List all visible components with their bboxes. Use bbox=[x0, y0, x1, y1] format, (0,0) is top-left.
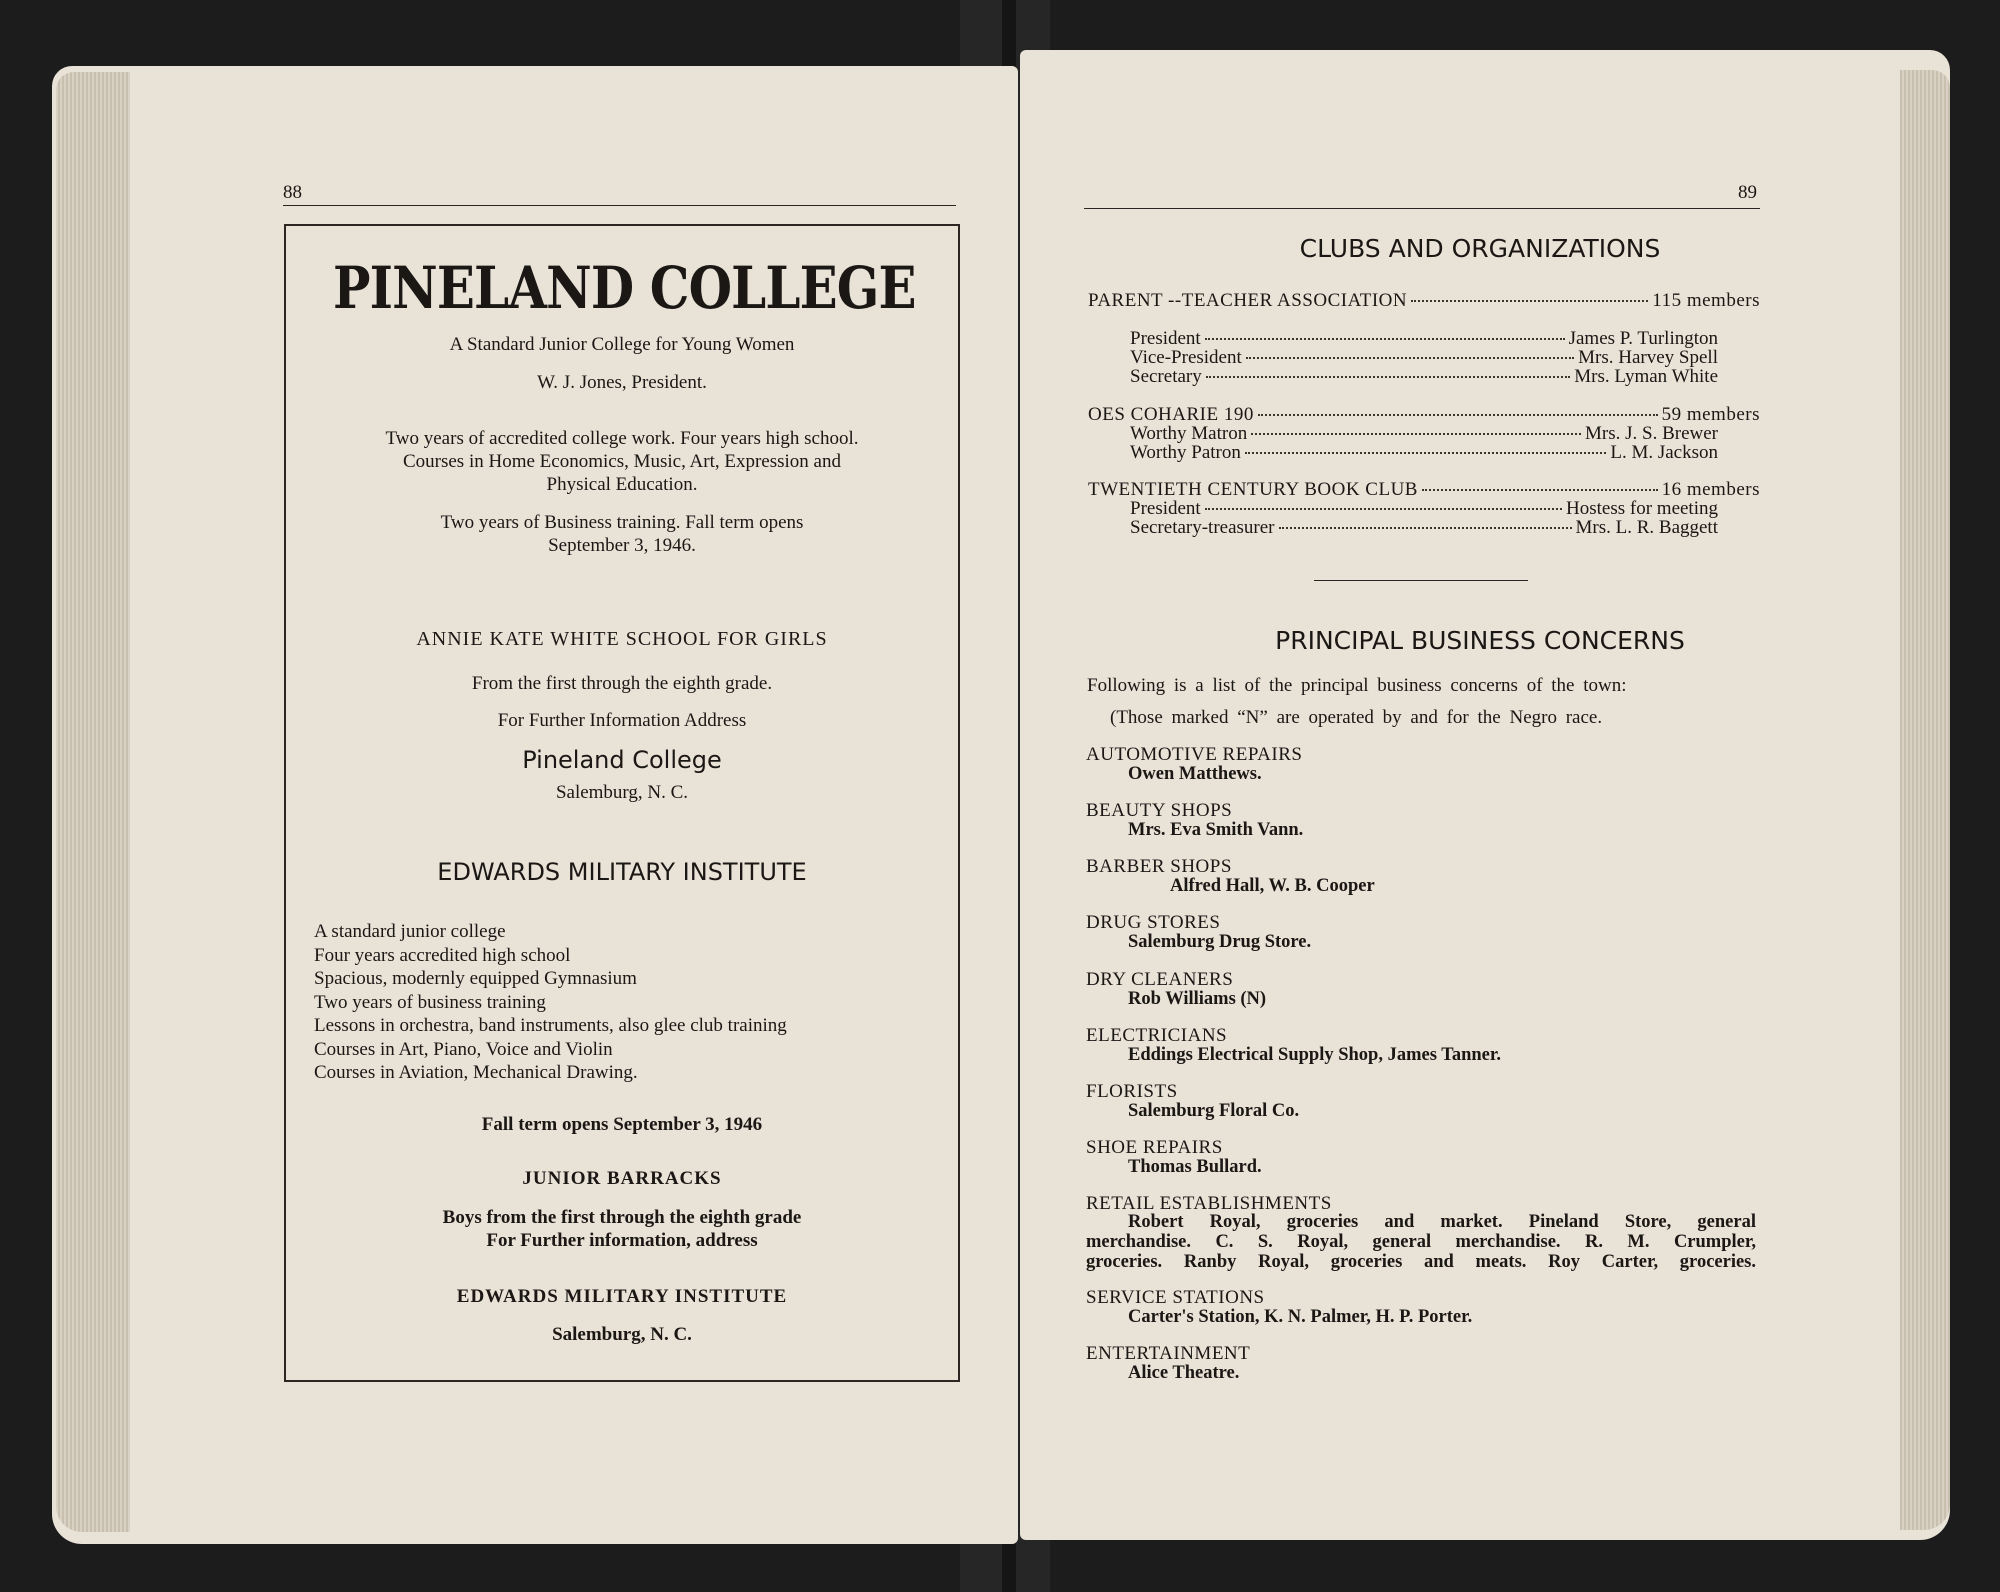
category-name: SHOE REPAIRS bbox=[1086, 1137, 1223, 1158]
oes-officer-row bbox=[1130, 442, 1718, 464]
category-name: RETAIL ESTABLISHMENTS bbox=[1086, 1193, 1332, 1214]
annie-kate-line2: For Further Information Address bbox=[497, 710, 747, 731]
category-entry: Owen Matthews. bbox=[1128, 764, 1262, 784]
category-entry: Salemburg Floral Co. bbox=[1128, 1101, 1300, 1121]
pineland-president: W. J. Jones, President. bbox=[537, 372, 707, 393]
officer-role: President bbox=[1130, 328, 1201, 349]
category-name: DRY CLEANERS bbox=[1086, 969, 1234, 990]
pineland-title: PINELAND COLLEGE bbox=[333, 254, 916, 322]
pineland-para2-line2: September 3, 1946. bbox=[548, 535, 696, 556]
category-name: BARBER SHOPS bbox=[1086, 856, 1232, 877]
edwards-feature-list bbox=[314, 920, 787, 1085]
officer-role: Secretary-treasurer bbox=[1130, 517, 1275, 538]
category-name: AUTOMOTIVE REPAIRS bbox=[1086, 744, 1303, 765]
left-page-edges bbox=[56, 72, 130, 1532]
officer-name: James P. Turlington bbox=[1568, 328, 1718, 349]
category-entry: Alfred Hall, W. B. Cooper bbox=[1170, 876, 1375, 896]
oes-members: 59 members bbox=[1661, 404, 1760, 425]
category-name: ENTERTAINMENT bbox=[1086, 1343, 1251, 1364]
officer-name: Mrs. Harvey Spell bbox=[1578, 347, 1718, 368]
edwards-feature: Spacious, modernly equipped Gymnasium bbox=[314, 968, 637, 989]
officer-role: Worthy Matron bbox=[1130, 423, 1248, 444]
pta-name: PARENT --TEACHER ASSOCIATION bbox=[1088, 290, 1408, 311]
book-club-officer-row bbox=[1130, 517, 1718, 539]
edwards-footer-name: EDWARDS MILITARY INSTITUTE bbox=[456, 1286, 788, 1307]
edwards-feature: Lessons in orchestra, band instruments, also glee club training bbox=[314, 1015, 787, 1036]
category-entry: Salemburg Drug Store. bbox=[1128, 932, 1312, 952]
header-rule-left bbox=[283, 205, 956, 206]
edwards-footer-location: Salemburg, N. C. bbox=[552, 1324, 692, 1345]
officer-name: L. M. Jackson bbox=[1610, 442, 1718, 463]
category-name: ELECTRICIANS bbox=[1086, 1025, 1228, 1046]
retail-line: Robert Royal, groceries and market. Pineland Store, general bbox=[1128, 1212, 1756, 1232]
page-number-left: 88 bbox=[283, 182, 302, 203]
edwards-title: EDWARDS MILITARY INSTITUTE bbox=[437, 858, 807, 886]
pineland-para2-line1: Two years of Business training. Fall term opens bbox=[440, 512, 804, 533]
officer-role: President bbox=[1130, 498, 1201, 519]
pta-members: 115 members bbox=[1652, 290, 1760, 311]
junior-barracks-line2: For Further information, address bbox=[486, 1230, 758, 1251]
edwards-feature: Courses in Aviation, Mechanical Drawing. bbox=[314, 1062, 638, 1083]
officer-name: Mrs. L. R. Baggett bbox=[1575, 517, 1718, 538]
pineland-para1-line2: Courses in Home Economics, Music, Art, Expression and bbox=[402, 451, 841, 472]
category-entry: Thomas Bullard. bbox=[1128, 1157, 1262, 1177]
business-heading: PRINCIPAL BUSINESS CONCERNS bbox=[1275, 626, 1685, 655]
pta-officer-row bbox=[1130, 366, 1718, 388]
annie-kate-title: ANNIE KATE WHITE SCHOOL FOR GIRLS bbox=[416, 628, 828, 650]
category-entry: Alice Theatre. bbox=[1128, 1363, 1240, 1383]
officer-role: Secretary bbox=[1130, 366, 1202, 387]
annie-kate-line1: From the first through the eighth grade. bbox=[471, 673, 773, 694]
category-name: SERVICE STATIONS bbox=[1086, 1287, 1265, 1308]
edwards-fall-term: Fall term opens September 3, 1946 bbox=[481, 1114, 763, 1135]
officer-name: Mrs. Lyman White bbox=[1574, 366, 1718, 387]
junior-barracks-title: JUNIOR BARRACKS bbox=[522, 1168, 722, 1189]
officer-role: Vice-President bbox=[1130, 347, 1242, 368]
pta-row bbox=[1088, 290, 1760, 312]
header-rule-right bbox=[1084, 208, 1760, 209]
retail-line: groceries. Ranby Royal, groceries and meats. Roy Carter, groceries. bbox=[1086, 1252, 1756, 1272]
edwards-feature: A standard junior college bbox=[314, 921, 506, 942]
category-entry: Eddings Electrical Supply Shop, James Tanner. bbox=[1128, 1045, 1502, 1065]
junior-barracks-line1: Boys from the first through the eighth grade bbox=[442, 1207, 802, 1228]
officer-name: Hostess for meeting bbox=[1566, 498, 1718, 519]
page-number-right: 89 bbox=[1738, 182, 1757, 203]
pineland-subtitle: A Standard Junior College for Young Women bbox=[449, 334, 795, 355]
edwards-feature: Courses in Art, Piano, Voice and Violin bbox=[314, 1038, 613, 1060]
officer-role: Worthy Patron bbox=[1130, 442, 1241, 463]
category-name: FLORISTS bbox=[1086, 1081, 1178, 1102]
pineland-para1-line3: Physical Education. bbox=[546, 474, 698, 495]
pineland-para1-line1: Two years of accredited college work. Four years high school. bbox=[385, 428, 859, 449]
category-entry: Rob Williams (N) bbox=[1128, 989, 1267, 1009]
category-entry: Carter's Station, K. N. Palmer, H. P. Porter. bbox=[1128, 1307, 1473, 1327]
business-intro: Following is a list of the principal business concerns of the town: bbox=[1087, 675, 1627, 696]
category-name: BEAUTY SHOPS bbox=[1086, 800, 1233, 821]
oes-name: OES COHARIE 190 bbox=[1088, 404, 1254, 425]
clubs-heading: CLUBS AND ORGANIZATIONS bbox=[1299, 234, 1661, 263]
edwards-feature: Two years of business training bbox=[314, 991, 546, 1013]
annie-kate-contact-name: Pineland College bbox=[522, 746, 722, 774]
category-name: DRUG STORES bbox=[1086, 912, 1221, 933]
book-club-members: 16 members bbox=[1661, 479, 1760, 500]
annie-kate-location: Salemburg, N. C. bbox=[555, 782, 689, 803]
category-entry: Mrs. Eva Smith Vann. bbox=[1128, 820, 1304, 840]
officer-name: Mrs. J. S. Brewer bbox=[1585, 423, 1718, 444]
book-club-name: TWENTIETH CENTURY BOOK CLUB bbox=[1088, 479, 1418, 500]
right-page-edges bbox=[1900, 70, 1950, 1530]
section-divider bbox=[1314, 580, 1528, 581]
retail-line: merchandise. C. S. Royal, general merchandise. R. M. Crumpler, bbox=[1086, 1232, 1756, 1252]
edwards-feature: Four years accredited high school bbox=[314, 944, 571, 966]
advertisement-box bbox=[284, 224, 960, 1382]
business-note: (Those marked “N” are operated by and for the Negro race. bbox=[1110, 707, 1603, 728]
